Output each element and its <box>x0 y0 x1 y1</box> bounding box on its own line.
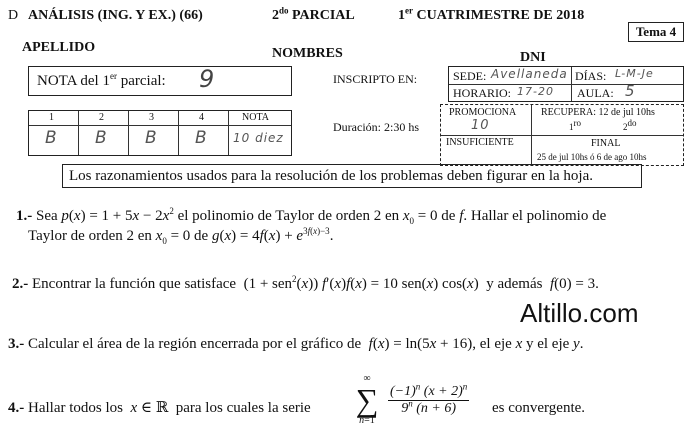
nota-primer-value: 9 <box>199 65 216 93</box>
score-col-4 <box>179 111 229 155</box>
score-header: 1 <box>49 112 54 123</box>
recupera-primero: $1^{ro}$ <box>569 118 581 132</box>
dias-value: L-M-Je <box>615 67 654 80</box>
aula-label: AULA: <box>577 86 614 100</box>
insuficiente-label: INSUFICIENTE <box>446 137 514 148</box>
dias-label: DÍAS: <box>575 69 607 83</box>
score-col-1 <box>29 111 79 155</box>
score-col-3 <box>129 111 179 155</box>
exam-title: $2^{do}$ PARCIAL <box>272 5 355 23</box>
term-title: 1er CUATRIMESTRE DE 2018 <box>398 5 585 23</box>
nota-primer-label: NOTA del 1er parcial: <box>37 71 166 89</box>
score-header: 4 <box>199 112 204 123</box>
sede-label: SEDE: <box>453 69 487 83</box>
aula-value: 5 <box>625 82 636 100</box>
inscripcion-box <box>448 66 684 102</box>
recupera-label: RECUPERA: 12 de jul 10hs <box>541 107 655 118</box>
series-term: $\frac{(-1)^n (x + 2)^n}{9^n (n + 6)}$ <box>390 381 468 416</box>
sede-value: Avellaneda <box>491 67 568 81</box>
nota-primer-box <box>28 66 292 96</box>
recupera-segundo: $2^{do}$ <box>623 118 637 132</box>
watermark-logo: Altillo.com <box>520 298 639 328</box>
score-value: B <box>195 128 208 148</box>
promociona-value: 10 <box>471 118 490 133</box>
score-col-2 <box>79 111 129 155</box>
score-header: 3 <box>149 112 154 123</box>
series-sigma: ∞ ∑ n=1 <box>355 373 379 426</box>
final-label: FINAL <box>591 138 621 149</box>
horario-label: HORARIO: <box>453 86 512 100</box>
score-grid <box>28 110 292 156</box>
notice-box: Los razonamientos usados para la resolución de los problemas deben figurar en la hoja. <box>62 164 642 188</box>
tema-box: Tema 4 <box>628 22 684 42</box>
horario-value: 17-20 <box>517 85 554 98</box>
problem-1-line-1: 1.- Sea $p(x) = 1 + 5x - 2x^2$ el polinomio de Taylor de orden 2 en $x_0 = 0$ de f. Hallar el polinomio de <box>16 206 607 226</box>
promocion-box <box>440 104 684 166</box>
score-value: 10 diez <box>233 131 284 145</box>
score-value: B <box>145 128 158 148</box>
problem-1-line-2: Taylor de orden 2 en $x_0 = 0$ de $g(x) = 4f(x) + e^{3f(x)-3}$. <box>28 226 334 246</box>
score-value: B <box>45 128 58 148</box>
score-header: NOTA <box>242 112 269 123</box>
inscripto-label: INSCRIPTO EN: <box>333 72 418 86</box>
duracion-label: Duración: 2:30 hs <box>333 120 419 134</box>
problem-4-text: 4.- Hallar todos los x ∈ ℝ para los cuales la serie <box>8 400 311 416</box>
final-dates: 25 de jul 10hs ó 6 de ago 10hs <box>537 152 647 162</box>
course-title: ANÁLISIS (ING. Y EX.) (66) <box>28 8 203 23</box>
dni-label: DNI <box>520 50 546 65</box>
problem-2: 2.- Encontrar la función que satisface (1 + sen$^2$(x)) f′(x)f(x) = 10 sen(x) cos(x) y además f(0) = 3. <box>12 274 599 292</box>
problem-4-tail: es convergente. <box>492 400 586 416</box>
score-col-nota <box>229 111 291 155</box>
apellido-label: APELLIDO <box>22 40 96 55</box>
score-value: B <box>95 128 108 148</box>
promociona-label: PROMOCIONA <box>449 107 517 118</box>
header-left-letter: D <box>8 8 19 23</box>
score-header: 2 <box>99 112 104 123</box>
nombres-label: NOMBRES <box>272 46 343 61</box>
problem-3: 3.- Calcular el área de la región encerrada por el gráfico de f(x) = ln(5x + 16), el eje x y el eje y. <box>8 336 584 352</box>
